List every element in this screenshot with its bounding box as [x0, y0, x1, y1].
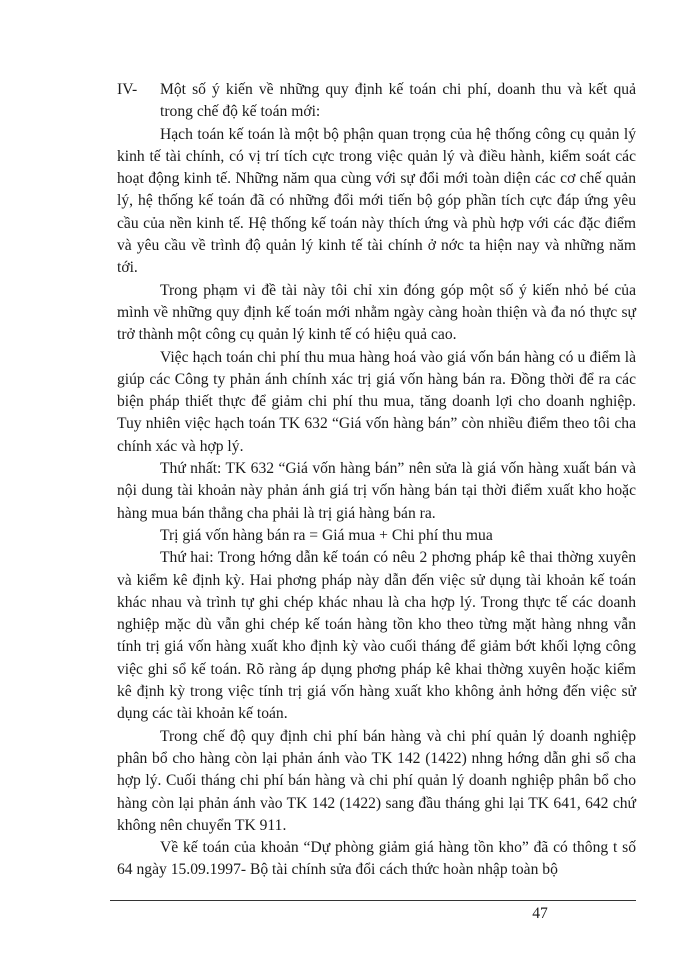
section-title: Một số ý kiến về những quy định kế toán chi phí, doanh thu và kết quả trong chế độ kế toán mới: — [160, 81, 636, 121]
footer-divider — [110, 900, 636, 901]
paragraph-inventory-provision: Về kế toán của khoản “Dự phòng giảm giá hàng tồn kho” đã có thông t số 64 ngày 15.09.1997- Bộ tài chính sửa đổi cách thức hoàn nhập toàn bộ — [117, 839, 636, 879]
paragraph-second-point: Thứ hai: Trong hớng dẫn kế toán có nêu 2 phơng pháp kê thai thờng xuyên và kiểm kê định kỳ. Hai phơng pháp này dẫn đến việc sử dụng tài khoản kế toán khác nhau và trình tự ghi chép khác nhau là cha hợp lý. Trong thực tế các doanh nghiệp mặc dù vẫn ghi chép kế toán hàng tồn kho theo từng mặt hàng nhng vẫn tính trị giá vốn hàng xuất kho định kỳ vào cuối tháng để giảm bớt khối lợng công việc ghi sổ kế toán. Rõ ràng áp dụng phơng pháp kê khai thờng xuyên hoặc kiểm kê định kỳ trong việc tính trị giá vốn hàng xuất kho không ảnh hởng đến việc sử dụng các tài khoản kế toán. — [117, 549, 636, 723]
section-heading — [117, 79, 636, 124]
paragraph-accounting-role: Hạch toán kế toán là một bộ phận quan trọng của hệ thống công cụ quản lý kinh tế tài chính, có vị trí tích cực trong việc quản lý và điều hành, kiểm soát các hoạt động kinh tế. Những năm qua cùng với sự đổi mới toàn diện các cơ chế quản lý, hệ thống kế toán đã có những đổi mới tiến bộ góp phần tích cực đáp ứng yêu cầu của nền kinh tế. Hệ thống kế toán này thích ứng và phù hợp với các đặc điểm và yêu cầu về trình độ quản lý kinh tế tài chính ở nớc ta hiện nay và những năm tới. — [117, 125, 636, 277]
page-body — [117, 79, 636, 882]
paragraph-first-point: Thứ nhất: TK 632 “Giá vốn hàng bán” nên sửa là giá vốn hàng xuất bán và nội dung tài khoản này phản ánh giá trị vốn hàng bán tại thời điểm xuất kho hoặc hàng mua bán thẳng cha phải là trị giá hàng bán ra. — [117, 460, 636, 522]
page-number: 47 — [532, 905, 548, 922]
section-number: IV- — [117, 81, 138, 98]
paragraph-expense-allocation: Trong chế độ quy định chi phí bán hàng và chi phí quản lý doanh nghiệp phân bổ cho hàng còn lại phản ánh vào TK 142 (1422) nhng hớng dẫn ghi sổ cha hợp lý. Cuối tháng chi phí bán hàng và chi phí quản lý doanh nghiệp phân bổ cho hàng còn lại phản ánh vào TK 142 (1422) sang đầu tháng ghi lại TK 641, 642 chứ không nên chuyển TK 911. — [117, 727, 636, 834]
paragraph-scope: Trong phạm vi đề tài này tôi chỉ xin đóng góp một số ý kiến nhỏ bé của mình về những quy định kế toán mới nhằm ngày càng hoàn thiện và đa nó thực sự trở thành một công cụ quản lý kinh tế có hiệu quả cao. — [117, 281, 636, 344]
paragraph-purchase-cost: Việc hạch toán chi phí thu mua hàng hoá vào giá vốn bán hàng có u điểm là giúp các Công ty phản ánh chính xác trị giá vốn hàng bán ra. Đồng thời để ra các biện pháp thiết thực để giảm chi phí thu mua, tăng doanh lợi cho doanh nghiệp. Tuy nhiên việc hạch toán TK 632 “Giá vốn hàng bán” còn nhiều điểm theo tôi cha chính xác và hợp lý. — [117, 348, 636, 455]
cost-formula: Trị giá vốn hàng bán ra = Giá mua + Chi phí thu mua — [160, 526, 493, 544]
